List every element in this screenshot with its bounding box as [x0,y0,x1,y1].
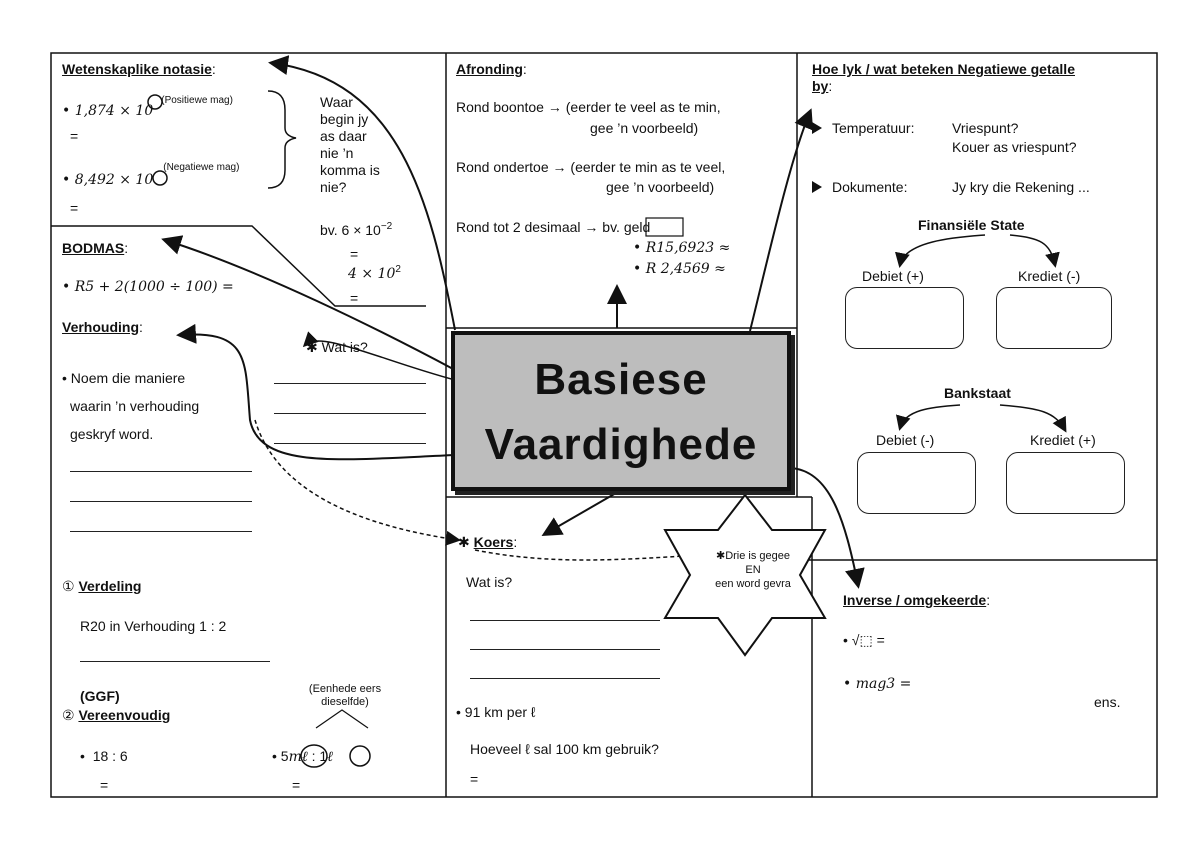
negatief-heading: Hoe lyk / wat beteken Negatiewe getalle [812,61,1075,77]
answer-line [80,661,270,662]
verdeling-heading: ① Verdeling [62,578,142,594]
koers-eq: = [470,771,479,787]
koers-heading: ✱ Koers: [458,534,518,550]
fin-debiet: Debiet (+) [862,268,924,284]
temp-label: Temperatuur: [832,120,915,136]
answer-line [70,531,252,532]
wet-example-eq2: = [350,290,359,306]
wet-item1: • $1,874 \times 10^{(Positiewe mag)}$ [62,95,233,119]
wet-question-1: Waar [320,94,353,110]
dok-text: Jy kry die Rekening ... [952,179,1090,195]
bank-title: Bankstaat [944,385,1011,401]
watis-label: ✱ Wat is? [306,339,368,355]
inverse-ens: ens. [1094,694,1121,710]
afronding-boontoe-b: gee ’n voorbeeld) [590,120,699,136]
verdeling-example: R20 in Verhouding 1 : 2 [80,618,227,634]
central-title-line2: Vaardighede [484,420,758,469]
koers-watis: Wat is? [466,574,513,590]
inverse-heading: Inverse / omgekeerde: [843,592,991,608]
negatief-heading-2: by: [812,78,833,94]
vereenvoudig-heading: ② Vereenvoudig [62,707,171,723]
star-note: ✱Drie is gegee EN een word gevra [715,550,791,590]
afronding-value1: • R15,6923 ≈ [633,240,731,256]
answer-line [470,620,660,621]
verhouding-text-1: • Noem die maniere [62,370,186,386]
wet-example-eq1: = [350,246,359,262]
wet-question-2: begin jy [320,111,369,127]
afronding-heading: Afronding: [456,61,527,77]
wet-heading: Wetenskaplike notasie: [62,61,216,77]
eenhede-note: (Eenhede eers dieselfde) [308,683,382,708]
vereenvoudig-ex2: • 5mℓ : 1ℓ [272,748,334,765]
bodmas-expr: • R5 + 2(1000 ÷ 100) = [62,279,234,295]
central-topic-box [451,331,791,491]
answer-line [274,383,426,384]
inverse-item2: • mag3 = [843,676,912,692]
vereenvoudig-eq2: = [292,777,301,793]
answer-line [70,501,252,502]
vereenvoudig-ex1: • 18 : 6 [80,748,128,764]
wet-question-4: nie ’n [320,145,354,161]
dok-label: Dokumente: [832,179,908,195]
bank-krediet: Krediet (+) [1030,432,1096,448]
wet-question-5: komma is [320,162,380,178]
answer-box [845,287,964,349]
geld-word: geld [623,219,651,235]
afronding-boontoe: Rond boontoe → (eerder te veel as te min, [456,99,721,115]
fin-krediet: Krediet (-) [1018,268,1081,284]
answer-box [857,452,976,514]
wet-example2: $4 \times 10^2$ [348,264,401,282]
koers-item: • 91 km per ℓ [456,704,536,720]
bank-debiet: Debiet (-) [876,432,935,448]
afronding-value2: • R 2,4569 ≈ [633,261,726,277]
temp-b: Kouer as vriespunt? [952,139,1077,155]
verhouding-text-2: waarin ’n verhouding [70,398,200,414]
bodmas-heading: BODMAS: [62,240,129,256]
answer-line [274,443,426,444]
ggf-label: (GGF) [80,688,120,704]
wet-eq1: = [70,128,79,144]
answer-line [274,413,426,414]
afronding-desimaal: Rond tot 2 desimaal → bv. geld [456,219,651,235]
wet-question-6: nie? [320,179,347,195]
answer-line [70,471,252,472]
answer-box [1006,452,1125,514]
inverse-item1: • √⬚ = [843,632,885,648]
vereenvoudig-eq1: = [100,777,109,793]
answer-box [996,287,1112,349]
wet-item2: • $8,492 \times 10^{(Negatiewe mag)}$ [62,162,240,188]
wet-example: bv. $6 \times 10^{-2}$ [320,221,393,238]
fin-title: Finansiële State [918,217,1025,233]
verhouding-heading: Verhouding: [62,319,143,335]
answer-line [470,678,660,679]
koers-question: Hoeveel ℓ sal 100 km gebruik? [470,741,659,757]
temp-a: Vriespunt? [952,120,1019,136]
answer-line [470,649,660,650]
wet-question-3: as daar [320,128,367,144]
wet-eq2: = [70,200,79,216]
afronding-ondertoe-b: gee ’n voorbeeld) [606,179,715,195]
afronding-ondertoe: Rond ondertoe → (eerder te min as te veel, [456,159,726,175]
verhouding-text-3: geskryf word. [70,426,154,442]
central-title-line1: Basiese [534,355,708,404]
